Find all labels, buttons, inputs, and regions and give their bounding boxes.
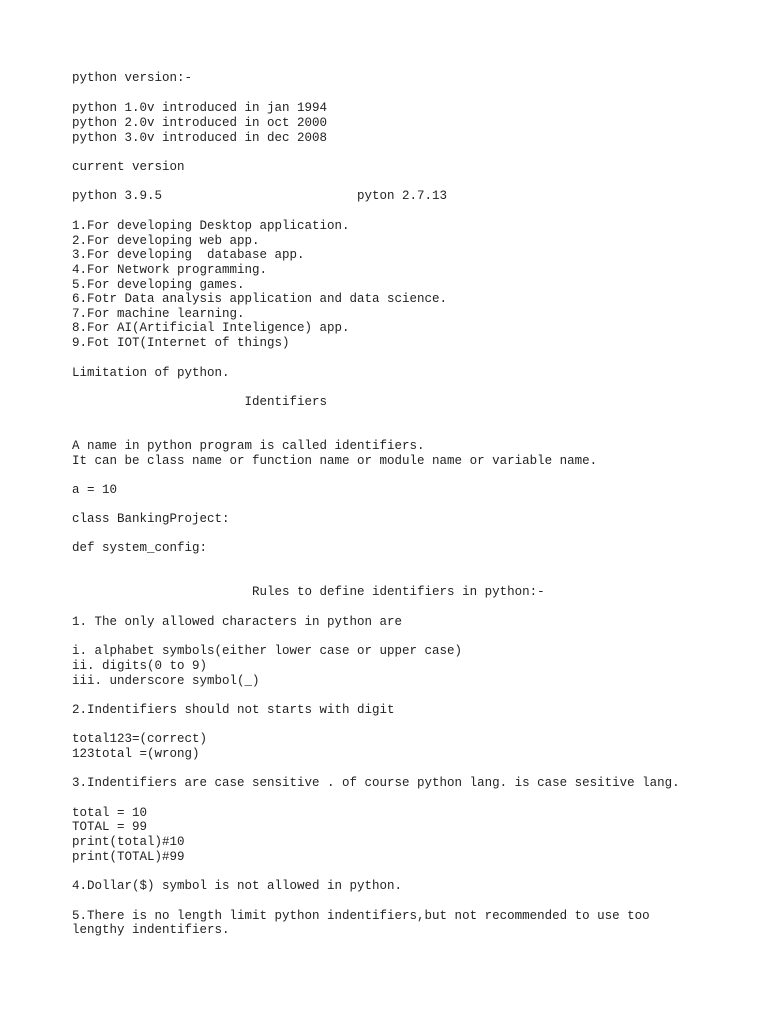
code-line: TOTAL = 99 [72,820,148,834]
code-line: total = 10 [72,806,148,820]
text-line: lengthy indentifiers. [72,923,230,937]
list-item: 9.Fot IOT(Internet of things) [72,336,290,350]
list-item: ii. digits(0 to 9) [72,659,208,673]
heading-rules: Rules to define identifiers in python:- [72,585,545,599]
text-line: python 3.0v introduced in dec 2008 [72,131,328,145]
code-line: print(total)#10 [72,835,185,849]
code-line: def system_config: [72,541,208,555]
text-line: python 1.0v introduced in jan 1994 [72,101,328,115]
text-line: A name in python program is called identifiers. [72,439,425,453]
text-line: 4.Dollar($) symbol is not allowed in python. [72,879,403,893]
list-item: 1.For developing Desktop application. [72,219,350,233]
list-item: i. alphabet symbols(either lower case or upper case) [72,644,463,658]
text-line: 5.There is no length limit python indentifiers,but not recommended to use too [72,909,650,923]
code-line: total123=(correct) [72,732,208,746]
list-item: 4.For Network programming. [72,263,268,277]
text-line: python 2.0v introduced in oct 2000 [72,116,328,130]
list-item: 8.For AI(Artificial Inteligence) app. [72,321,350,335]
code-line: class BankingProject: [72,512,230,526]
text-line: 1. The only allowed characters in python are [72,615,403,629]
list-item: 3.For developing database app. [72,248,305,262]
code-line: a = 10 [72,483,118,497]
heading-identifiers: Identifiers [72,395,328,409]
text-line: 2.Indentifiers should not starts with digit [72,703,395,717]
text-line: python 3.9.5 pyton 2.7.13 [72,189,448,203]
text-line: Limitation of python. [72,366,230,380]
list-item: iii. underscore symbol(_) [72,674,260,688]
text-line: current version [72,160,185,174]
list-item: 6.Fotr Data analysis application and data science. [72,292,448,306]
list-item: 7.For machine learning. [72,307,245,321]
code-line: print(TOTAL)#99 [72,850,185,864]
text-line: It can be class name or function name or module name or variable name. [72,454,598,468]
text-line: 3.Indentifiers are case sensitive . of course python lang. is case sesitive lang. [72,776,680,790]
code-line: 123total =(wrong) [72,747,200,761]
list-item: 5.For developing games. [72,278,245,292]
list-item: 2.For developing web app. [72,234,260,248]
heading-python-version: python version:- [72,71,193,85]
